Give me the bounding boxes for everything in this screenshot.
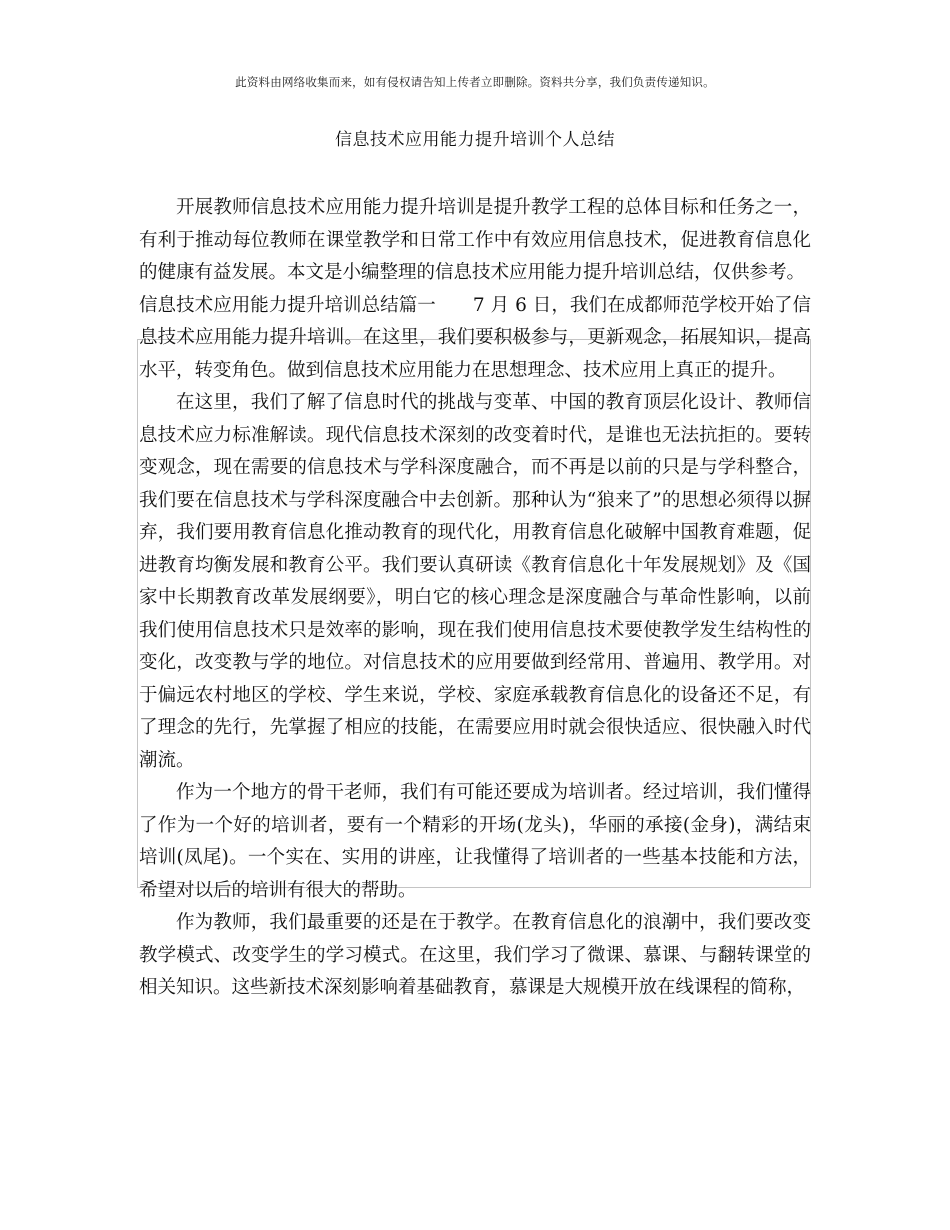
paragraph-section-one-start: 信息技术应用能力提升培训总结篇一 7 月 6 日，我们在成都师范学校开始了信息技术应用能力提升培训。在这里，我们要积极参与，更新观念，拓展知识，提高水平，转变角色。做到信息技术应用能力在思想理念、技术应用上真正的提升。: [139, 294, 811, 381]
document-body: [139, 192, 811, 1005]
paragraph-trainer: 作为一个地方的骨干老师，我们有可能还要成为培训者。经过培训，我们懂得了作为一个好的培训者，要有一个精彩的开场(龙头)，华丽的承接(金身)，满结束培训(凤尾)。一个实在、实用的讲座，让我懂得了培训者的一些基本技能和方法，希望对以后的培训有很大的帮助。: [139, 782, 811, 901]
paragraph-teaching: 作为教师，我们最重要的还是在于教学。在教育信息化的浪潮中，我们要改变教学模式、改变学生的学习模式。在这里，我们学习了微课、慕课、与翻转课堂的相关知识。这些新技术深刻影响着基础教育，慕课是大规模开放在线课程的简称，: [139, 912, 811, 998]
header-disclaimer: 此资料由网络收集而来，如有侵权请告知上传者立即删除。资料共分享，我们负责传递知识。: [235, 75, 715, 89]
paragraph-intro: 开展教师信息技术应用能力提升培训是提升教学工程的总体目标和任务之一，有利于推动每位教师在课堂教学和日常工作中有效应用信息技术，促进教育信息化的健康有益发展。本文是小编整理的信息技术应用能力提升培训总结，仅供参考。: [139, 197, 811, 283]
paragraph-learning: 在这里，我们了解了信息时代的挑战与变革、中国的教育顶层化设计、教师信息技术应力标准解读。现代信息技术深刻的改变着时代，是谁也无法抗拒的。要转变观念，现在需要的信息技术与学科深度融合，而不再是以前的只是与学科整合，我们要在信息技术与学科深度融合中去创新。那种认为“狼来了”的思想必须得以摒弃，我们要用教育信息化推动教育的现代化，用教育信息化破解中国教育难题，促进教育均衡发展和教育公平。我们要认真研读《教育信息化十年发展规划》及《国家中长期教育改革发展纲要》，明白它的核心理念是深度融合与革命性影响，以前我们使用信息技术只是效率的影响，现在我们使用信息技术要使教学发生结构性的变化，改变教与学的地位。对信息技术的应用要做到经常用、普遍用、教学用。对于偏远农村地区的学校、学生来说，学校、家庭承载教育信息化的设备还不足，有了理念的先行，先掌握了相应的技能，在需要应用时就会很快适应、很快融入时代潮流。: [139, 392, 811, 771]
document-title: 信息技术应用能力提升培训个人总结: [335, 130, 615, 150]
